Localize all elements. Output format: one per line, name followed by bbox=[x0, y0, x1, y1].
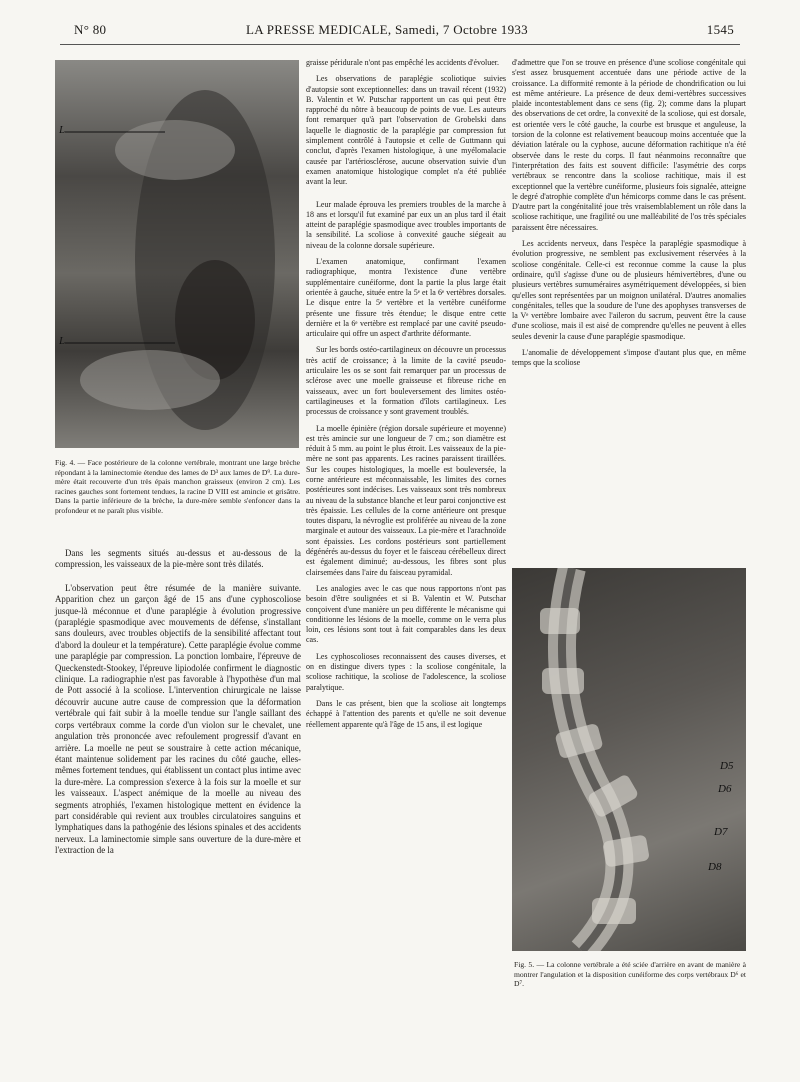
figure-4-photo bbox=[55, 60, 299, 448]
figure-5-caption: Fig. 5. — La colonne vertébrale a été sciée d'arrière en avant de manière à montrer l'angulation et la disposition cunéiforme des corps vertébraux D⁶ et D⁷. bbox=[514, 960, 746, 989]
vertebra-label-d6: D6 bbox=[718, 783, 732, 795]
figure-5-photo bbox=[512, 568, 746, 951]
figure-4-caption: Fig. 4. — Face postérieure de la colonne vertébrale, montrant une large brèche répondant à la laminectomie étendue des lames de D³ aux lames de D⁹. La dure-mère était recouverte d'un très épais manchon graisseux (environ 2 cm). Les racines gauches sont fortement tendues, la racine D VIII est amincie et grisâtre. Dans la partie inférieure de la brèche, la dure-mère semble s'enfoncer dans la profondeur et ne paraît plus visible. bbox=[55, 458, 300, 515]
paragraph: L'examen anatomique, confirmant l'examen radiographique, montra l'existence d'une vertèbre supplémentaire cunéiforme, dont la partie la plus large était orientée à gauche, située entre la 5ᵉ et la 6ᵉ vertèbres dorsales. Le disque entre la 5ᵉ vertèbre et la vertèbre cunéiforme présente une fissure très étendue; le disque entre cette dernière et la 6ᵉ vertèbre est remplacé par une cavité pseudo-articulaire qui offre un aspect d'arthrite déformante. bbox=[306, 257, 506, 339]
vertebra-label-d8: D8 bbox=[708, 861, 722, 873]
paragraph: graisse péridurale n'ont pas empêché les accidents d'évoluer. bbox=[306, 58, 500, 67]
paragraph: Les cyphoscolioses reconnaissent des causes diverses, et on en distingue divers types : la scoliose congénitale, la scoliose rachitique, la scoliose de l'adolescence, la scoliose paralytique. bbox=[306, 651, 506, 692]
paragraph: Les accidents nerveux, dans l'espèce la paraplégie spasmodique à évolution progressive, ne semblent pas exclusivement réservées à la scoliose congénitale. Celle-ci est reconnue comme la cause la plus ordinaire, qu'il s'agisse d'une ou de plusieurs hémivertèbres, d'une ou plusieurs vertèbres surnuméraires asymétriquement développées, si bien qu'elles sont représentées par un moignon unilatéral. D'autres anomalies congénitales, telles que la soudure de l'une des apophyses transverses de la Vᵉ vertèbre lombaire avec l'aileron du sacrum, peuvent être la cause d'une scoliose, mais il est aisé de comprendre qu'elles ne peuvent à elles seules devenir la cause d'une paraplégie spasmodique. bbox=[512, 239, 746, 341]
vertebra-label-d5: D5 bbox=[720, 760, 734, 772]
text-column-1 bbox=[55, 548, 301, 863]
paragraph: Dans le cas présent, bien que la scoliose ait longtemps échappé à l'attention des parents et qu'elle ne soit devenue réellement apparente qu'à l'âge de 15 ans, il est logique bbox=[306, 698, 506, 729]
paragraph: L'anomalie de développement s'impose d'autant plus que, en même temps que la scoliose bbox=[512, 348, 746, 368]
issue-number: N° 80 bbox=[74, 22, 107, 37]
paragraph: Sur les bords ostéo-cartilagineux on découvre un processus très actif de croissance; à la limite de la cavité pseudo-articulaire les os se sont fait remarquer par un processus de sclérose avec une moelle graisseuse et fibreuse riche en vaisseaux, avec un fort bouleversement des limites ostéo-cartilagineuses et la formation d'îlots cartilagineux. Les processus de croissance y sont gravement troublés. bbox=[306, 345, 506, 417]
journal-title: LA PRESSE MEDICALE, Samedi, 7 Octobre 1933 bbox=[246, 22, 528, 37]
header-rule bbox=[60, 44, 740, 45]
paragraph: d'admettre que l'on se trouve en présence d'une scoliose congénitale qui s'est assez brusquement accentuée dans une période active de la croissance. La difformité remonte à la période de chondrification ou lui est même antérieure. La présence de deux demi-vertèbres successives plaide incontestablement dans ce sens (fig. 2); comme dans la plupart des observations de cet ordre, la convexité de la scoliose, qui est dorsale, est orientée vers le côté gauche, la courbe est brusque et anguleuse, la torsion de la colonne est relativement beaucoup moins accentuée que la déviation latérale ou la cyphose, aucune déformation rachitique n'a été observée dans le reste du corps. Il faut néanmoins reconnaître que l'interprétation des faits est souvent difficile: l'asymétrie des corps vertébraux se rencontre dans la scoliose rachitique, mais il est exceptionnel que la vertèbre cunéiforme, plusieurs fois signalée, atteigne le degré d'atrophie complète d'un hémicorps comme dans le cas présent. D'autre part la congénitalité joue très vraisemblablement un rôle dans la scoliose rachitique, une fragilité ou une malléabilité de l'os très spéciales paraissent être nécessaires. bbox=[512, 58, 746, 232]
spine-section-illustration bbox=[512, 568, 746, 951]
paragraph: Leur malade éprouva les premiers troubles de la marche à 18 ans et lorsqu'il fut examiné par eux un an plus tard il était atteint de paraplégie spasmodique avec troubles importants de la sensibilité. La scoliose à convexité gauche siégeait au niveau de la colonne dorsale supérieure. bbox=[306, 199, 506, 250]
text-column-2 bbox=[306, 58, 506, 736]
text-column-3 bbox=[512, 58, 746, 375]
spine-posterior-illustration bbox=[55, 60, 299, 448]
paragraph: La moelle épinière (région dorsale supérieure et moyenne) est très amincie sur une longueur de 7 cm.; son diamètre est réduit à 5 mm. au point le plus étroit. Les vaisseaux de la pie-mère ne sont pas apparents. Les racines paraissent tiraillées. Sur les coupes histologiques, la moelle est bouleversée, la corne antérieure est méconnaissable, les limites des cornes postérieures sont indécises. Les vaisseaux sont très nombreux au niveau de la substance blanche et leur paroi conjonctive est très épaissie. Les cellules de la corne antérieure ont presque toutes disparu, la névroglie est proliférée au niveau de la zone marginale et autour des vaisseaux. La pie-mère et l'arachnoïde sont épaissies. Les cordons postérieurs sont partiellement dégénérés au-dessus du foyer et le faisceau cérébelleux direct est également diminué; au-dessous, les fibres sont plus clairsemées dans l'aire du faisceau pyramidal. bbox=[306, 423, 506, 577]
paragraph: Dans les segments situés au-dessus et au-dessous de la compression, les vaisseaux de la pie-mère sont très dilatés. bbox=[55, 548, 301, 570]
page-header bbox=[74, 22, 734, 44]
figure-4-label-bottom: L bbox=[59, 335, 66, 347]
vertebra-label-d7: D7 bbox=[714, 826, 728, 838]
figure-4-label-top: L bbox=[59, 124, 66, 136]
paragraph: Les observations de paraplégie scoliotique suivies d'autopsie sont exceptionnelles: dans un travail récent (1932) B. Valentin et W. Putschar rapportent un cas qui peut être rapproché du nôtre à beaucoup de points de vue. Les auteurs font remarquer qu'à part l'observation de Grobelski dans laquelle le diagnostic de la paraplégie par compression fut simplement contrôlé à l'autopsie et celle de Guttmann qui conclut, d'après l'examen histologique, à une myélomalacie causée par l'artériosclérose, aucune observation suivie d'un examen anatomique histologique complet n'a été publiée avant la leur. bbox=[306, 74, 506, 187]
paragraph: Les analogies avec le cas que nous rapportons n'ont pas besoin d'être soulignées et si B. Valentin et W. Putschar conçoivent d'une manière un peu différente le mécanisme qui conditionne les lésions de la moelle, comme on le verra plus loin, ces lésions sont tout à fait comparables dans les deux cas. bbox=[306, 583, 506, 645]
paragraph: L'observation peut être résumée de la manière suivante. Apparition chez un garçon âgé de 15 ans d'une cyphoscoliose jusque-là méconnue et d'une paraplégie à évolution progressive (paraplégie spasmodique avec mouvements de défense, s'installant sans douleurs, avec troubles objectifs de la sensibilité affectant tout d'abord la douleur et la température). Cette paraplégie évolue comme une paraplégie par compression. La ponction lombaire, l'épreuve de Queckenstedt-Stookey, l'épreuve lipiodolée confirment le diagnostic clinique. La radiographie n'est pas favorable à l'hypothèse d'un mal de Pott associé à la scoliose. L'intervention chirurgicale ne laisse découvrir aucune autre cause de compression que la déformation vertébrale qui fait subir à la moelle tendue sur l'angle saillant des corps vertébraux comme la corde d'un violon sur le chevalet, une angulation très prononcée avec refoulement progressif d'avant en arrière. La moelle ne peut se soustraire à cette action mécanique, étant maintenue solidement par les racines du côté gauche, elles-mêmes fortement tendues, qui établissent un contact plus intime avec la dure-mère. La compression s'exerce à la fois sur la moelle et sur les vaisseaux. L'aspect anémique de la moelle au niveau des segments atrophiés, l'examen histologique mettent en évidence la part considérable qui revient aux troubles circulatoires sanguins et lymphatiques dans la pathogénie des lésions spinales et des accidents nerveux. La laminectomie simple sans ouverture de la dure-mère et l'extraction de la bbox=[55, 582, 301, 856]
page-number: 1545 bbox=[706, 22, 734, 37]
